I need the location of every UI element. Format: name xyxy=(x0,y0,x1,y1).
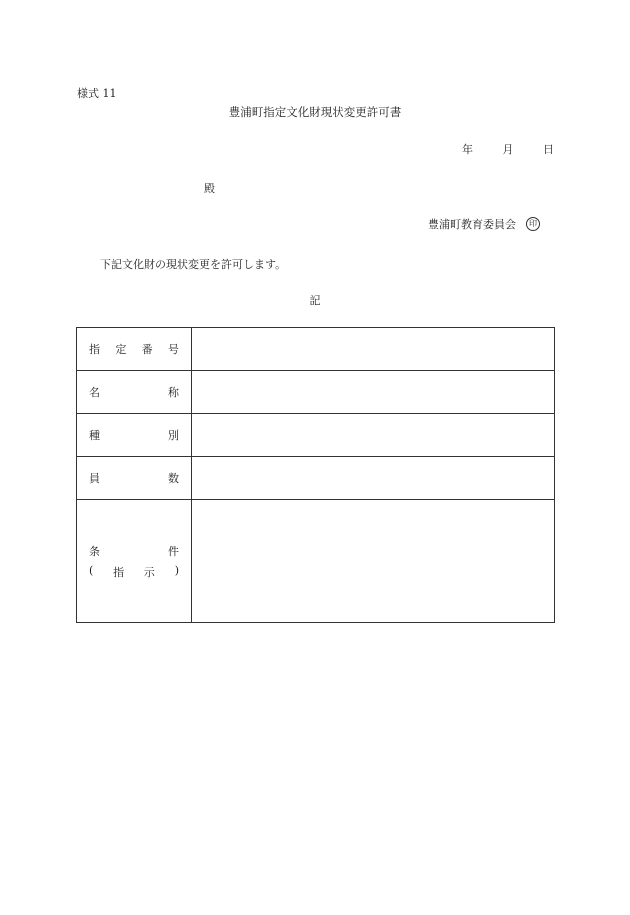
label-char: 定 xyxy=(115,343,127,356)
label-char: 件 xyxy=(168,544,179,558)
ki-heading: 記 xyxy=(309,294,321,307)
label-char: ( xyxy=(89,563,94,577)
label-char: 番 xyxy=(141,343,153,356)
category-value xyxy=(192,414,555,457)
conditions-value xyxy=(192,500,555,623)
label-char: 数 xyxy=(168,472,179,485)
permission-statement: 下記文化財の現状変更を許可します。 xyxy=(100,258,287,271)
table-row xyxy=(77,328,555,371)
seal-icon: 印 xyxy=(526,217,540,231)
form-number: 様式 11 xyxy=(77,87,117,100)
table-row xyxy=(77,500,555,623)
conditions-label xyxy=(77,500,192,623)
table-row xyxy=(77,457,555,500)
designation-number-label xyxy=(77,328,192,371)
date-month-label: 月 xyxy=(502,143,514,156)
issuer-name: 豊浦町教育委員会 xyxy=(428,218,516,231)
label-char: 種 xyxy=(89,429,100,442)
date-day-label: 日 xyxy=(543,143,554,156)
label-char: ) xyxy=(174,563,179,577)
designation-number-value xyxy=(192,328,555,371)
issuer-block xyxy=(428,216,540,232)
table-row xyxy=(77,414,555,457)
details-table xyxy=(76,327,555,623)
label-char: 号 xyxy=(167,343,179,356)
name-label xyxy=(77,371,192,414)
label-char: 名 xyxy=(89,386,100,399)
issue-date xyxy=(462,141,554,157)
label-char: 称 xyxy=(168,386,179,399)
label-char: 別 xyxy=(168,429,179,442)
quantity-label xyxy=(77,457,192,500)
category-label xyxy=(77,414,192,457)
label-char: 員 xyxy=(89,472,100,485)
quantity-value xyxy=(192,457,555,500)
date-year-label: 年 xyxy=(462,143,473,156)
addressee-suffix: 殿 xyxy=(204,182,215,195)
name-value xyxy=(192,371,555,414)
label-char: 指 xyxy=(113,565,125,579)
label-char: 指 xyxy=(89,343,100,356)
label-char: 示 xyxy=(143,565,155,579)
document-title: 豊浦町指定文化財現状変更許可書 xyxy=(228,105,402,119)
label-char: 条 xyxy=(89,544,100,558)
table-row xyxy=(77,371,555,414)
